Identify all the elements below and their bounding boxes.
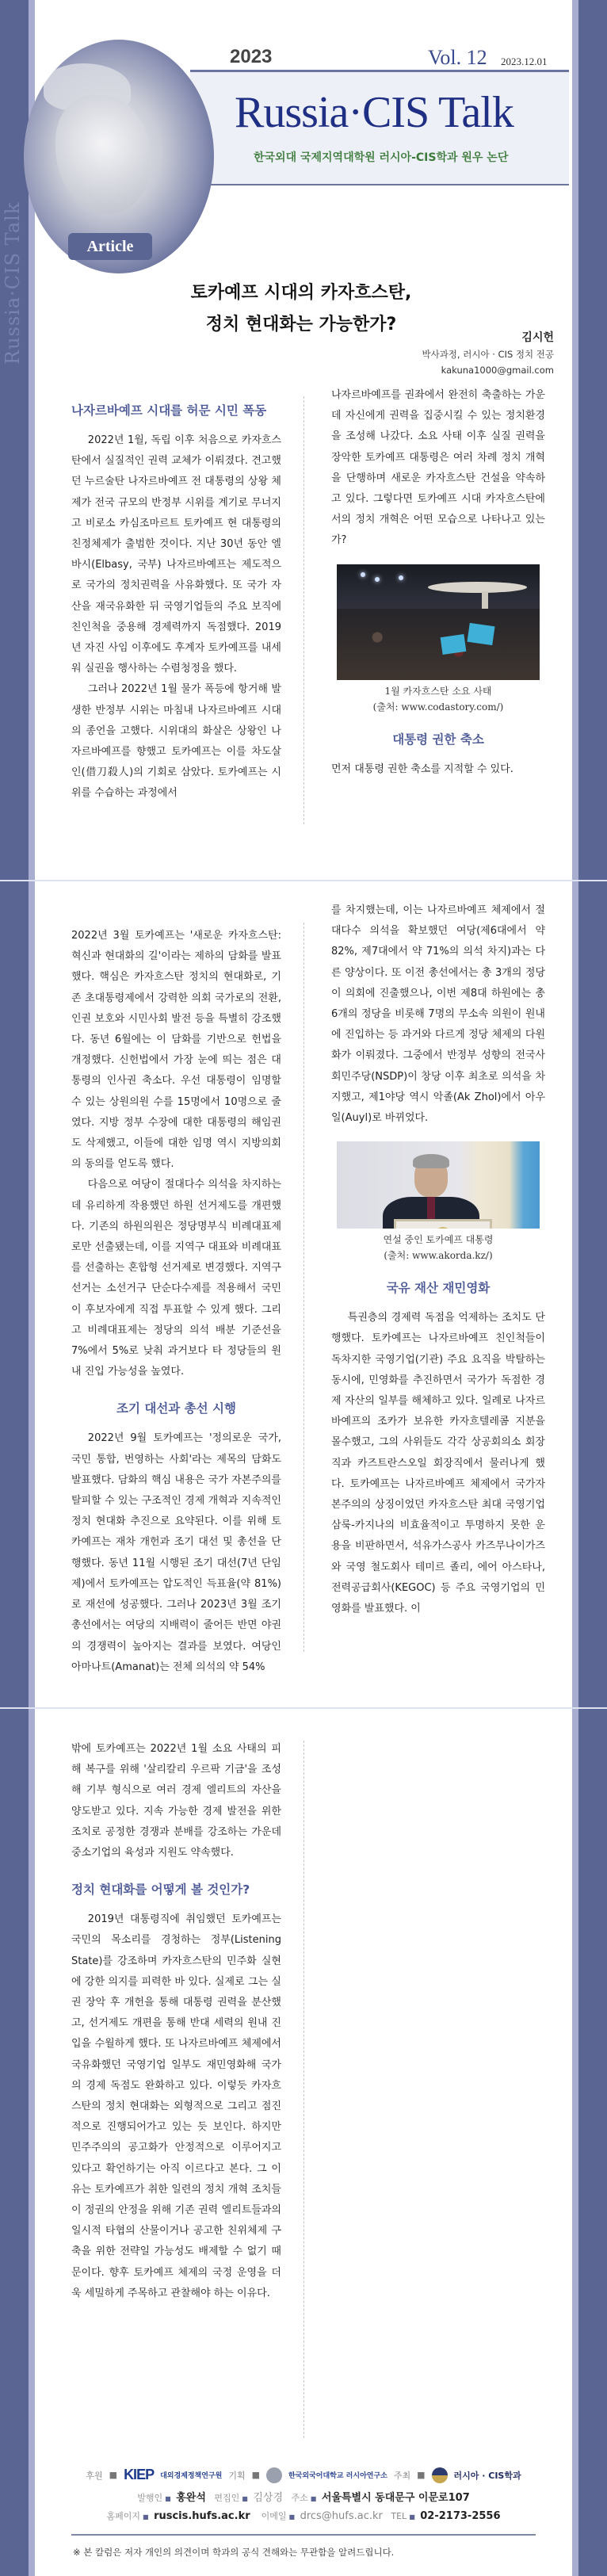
photo-caption: 연설 중인 토카예프 대통령 <box>383 1234 494 1246</box>
bullet-icon: ■ <box>251 2470 260 2480</box>
editor-name: 김상경 <box>253 2492 284 2504</box>
paragraph: 밖에 토카예프는 2022년 1월 소요 사태의 피해 복구를 위해 '살리칼리 우르팍 기금'을 조성해 기부 형식으로 여러 경제 엘리트의 자산을 양도받고 있다. 지속 가능한 경제 발전을 위한 조치로 공정한 경쟁과 분배를 강조하는 가운데 중소기업의 육성과 지원도 약속했다. <box>71 1743 281 1859</box>
homepage-label: 홈페이지 <box>106 2511 140 2521</box>
publisher-line: 발행인 ■ 홍완석 편집인 ■ 김상경 주소 ■ 서울특별시 동대문구 이문로107 <box>137 2492 470 2504</box>
paragraph: 그러나 2022년 1월 물가 폭등에 항거해 발생한 반정부 시위는 마침내 나자르바예프 시대의 종언을 고했다. 시위대의 화살은 상왕인 나자르바예프를 향했고 토카예프는 이를 차도살인(借刀殺人)의 기회로 삼았다. 토카예프는 시위를 수습하는 과정에서 <box>71 683 281 800</box>
section-heading: 정치 현대화를 어떻게 볼 것인가? <box>71 1882 250 1898</box>
paragraph: 특권층의 경제력 독점을 억제하는 조치도 단행했다. 토카예프는 나자르바예프 친인척들이 독차지한 국영기업(기관) 주요 요직을 박탈하는 동시에, 민영화를 추진하면서 국가가 독점한 경제 자산의 일부를 해체하고 있다. 일례로 나자르바예프의 조카가 보유한 카자흐텔레콤 지분을 몰수했고, 그의 사위들도 각각 상공회의소 회장직과 카즈트란스오일 회장직에서 물러나게 했다. 토카예프는 나자르바예프 체제에서 국가자본주의의 상징이었던 카자흐스탄 최대 국영기업 삼룩-카지나의 비효율적이고 투명하지 못한 운용을 비판하면서, 석유가스공사 카즈무나이가즈와 국영 철도회사 테미르 졸리, 에어 아스타나, 전력공급회사(KEGOC) 등 주요 국영기업의 민영화를 발표했다. 이 <box>331 1312 545 1615</box>
paragraph: 다음으로 여당이 절대다수 의석을 차지하는 데 유리하게 작용했던 하원 선거제도를 개편했다. 기존의 하원의원은 정당명부식 비례대표제로만 선출됐는데, 이를 지역구 대표와 비례대표를 선출하는 혼합형 선거제로 변경했다. 지역구 선거는 소선거구 단순다수제를 적용해서 국민이 후보자에게 직접 투표할 수 있게 했다. 그리고 비례대표제는 정당의 의석 배분 기준선을 7%에서 5%로 낮춰 과거보다 타 정당들의 원내 진입 가능성을 높였다. <box>71 1179 281 1378</box>
author-affiliation: 박사과정, 러시아 · CIS 정치 전공 <box>422 349 554 360</box>
publisher-label: 발행인 <box>137 2493 163 2503</box>
footer-divider <box>71 2534 536 2536</box>
planner-label: 기획 <box>228 2470 246 2481</box>
disclaimer: ※ 본 칼럼은 저자 개인의 의견이며 학과의 공식 견해와는 무관함을 알려드립니다. <box>73 2547 395 2558</box>
photo-caption: 1월 카자흐스탄 소요 사태 <box>384 685 492 697</box>
paragraph: 를 차지했는데, 이는 나자르바예프 체제에서 절대다수 의석을 확보했던 여당(제6대에서 약 82%, 제7대에서 약 71%의 의석 차지)과는 다른 양상이다. 또 이전 총선에서는 총 3개의 정당이 의회에 진출했으나, 이번 제8대 하원에는 총 6개의 정당을 비롯해 7명의 무소속 의원이 원내에 진입하는 등 과거와 다르게 정당 체제의 다원화가 이뤄졌다. 그중에서 반정부 성향의 전국사회민주당(NSDP)이 창당 이후 최초로 의석을 차지했고, 제1야당 역시 악졸(Ak Zhol)에서 아우일(Auyl)로 바뀌었다. <box>331 904 545 1125</box>
issue-year: 2023 <box>230 46 273 67</box>
sponsor-label: 후원 <box>86 2470 103 2481</box>
contact-line: 홈페이지 ■ ruscis.hufs.ac.kr 이메일 ■ drcs@hufs.ac.kr TEL ■ 02-2173-2556 <box>106 2510 501 2522</box>
bullet-icon: ■ <box>417 2470 426 2480</box>
issue-date: 2023.12.01 <box>501 55 548 67</box>
president-photo <box>337 1141 540 1229</box>
host-label: 주최 <box>393 2470 411 2481</box>
homepage-link[interactable]: ruscis.hufs.ac.kr <box>154 2510 250 2522</box>
photo-source: (출처: www.codastory.com/) <box>372 701 504 713</box>
paragraph: 2019년 대통령직에 취임했던 토카예프는 국민의 목소리를 경청하는 정부(Listening State)를 강조하며 카자흐스탄의 민주화 실현에 강한 의지를 피력한 바 있다. 실제로 그는 실권 장악 후 개헌을 통해 대통령 권력을 분산했고, 선거제도 개편을 통해 반대 세력의 원내 진입을 수월하게 했다. 또 나자르바예프 체제에서 국유화했던 국영기업 일부도 재민영화해 국가의 경제 독점도 완화하고 있다. 이렇듯 카자흐스탄의 정치 현대화는 외형적으로 그리고 점진적으로 진행되어가고 있는 듯 보인다. 하지만 민주주의의 공고화가 안정적으로 이루어지고 있다고 확언하기는 아직 이르다고 본다. 그 이유는 토카예프가 취한 일련의 정치 개혁 조치들이 정권의 안정을 위해 기존 권력 엘리트들과의 일시적 타협의 산물이거나 공고한 친위체제 구축을 위한 전략일 가능성도 배제할 수 없기 때문이다. 향후 토카예프 체제의 국정 운영을 더욱 세밀하게 주목하고 관찰해야 하는 이유다. <box>71 1913 281 2299</box>
host-org: 러시아 · CIS학과 <box>453 2470 521 2481</box>
email-link[interactable]: drcs@hufs.ac.kr <box>300 2510 383 2522</box>
author-name: 김시헌 <box>521 331 554 344</box>
paragraph: 나자르바예프를 권좌에서 완전히 축출하는 가운데 자신에게 권력을 집중시킬 수 있는 정치환경을 조성해 나갔다. 소요 사태 이후 실질 권력을 장악한 토카예프 대통령은 여러 차례 정치 개혁을 단행하며 새로운 카자흐스탄 건설을 약속하고 있다. 그렇다면 토카예프 시대 카자흐스탄에서의 정치 개혁은 어떤 모습으로 나타나고 있는가? <box>331 389 545 547</box>
column-left <box>71 1739 281 2304</box>
paragraph: 2022년 1월, 독립 이후 처음으로 카자흐스탄에서 실질적인 권력 교체가 이뤄졌다. 견고했던 누르술탄 나자르바예프 전 대통령의 상왕 체제가 전국 규모의 반정부 시위를 계기로 무너지고 비로소 카심조마르트 토카예프 현 대통령의 친정체제가 출범한 것이다. 지난 30년 동안 엘바시(Elbasy, 국부) 나자르바예프는 제도적으로 국가의 정치권력을 사유화했다. 또 국가 자산을 재국유화한 뒤 국영기업들의 주요 보직에 친인척을 중용해 경제력까지 독점했다. 2019년 자진 사임 이후에도 후계자 토카예프를 내세워 실권을 행사하는 수렴청정을 했다. <box>71 434 281 675</box>
page-sheet-1 <box>0 0 607 880</box>
paragraph: 2022년 9월 토카예프는 '정의로운 국가, 국민 통합, 번영하는 사회'라는 제목의 담화도 발표했다. 담화의 핵심 내용은 국가 자본주의를 탈피할 수 있는 구조적인 경제 개혁과 지속적인 정치 현대화 추진으로 요약된다. 이를 위해 토카예프는 재차 개헌과 조기 대선 및 총선을 단행했다. 동년 11월 시행된 조기 대선(7년 단임제)에서 토카예프는 압도적인 득표율(약 81%)로 재선에 성공했다. 그러나 2023년 3월 조기 총선에서는 여당의 지배력이 줄어든 반면 야권의 경쟁력이 높아지는 결과를 보였다. 여당인 아마나트(Amanat)는 전체 의석의 약 54% <box>71 1432 281 1673</box>
issue-volume: Vol. 12 <box>428 46 487 69</box>
paragraph: 먼저 대통령 권한 축소를 지적할 수 있다. <box>331 762 513 775</box>
page-sheet-3 <box>0 1709 607 2576</box>
column-right <box>331 900 545 1619</box>
section-heading: 나자르바예프 시대를 허문 시민 폭동 <box>71 403 267 418</box>
tel-number: 02-2173-2556 <box>420 2510 501 2522</box>
headline-line-2: 정치 현대화는 가능한가? <box>205 315 397 334</box>
section-heading: 대통령 권한 축소 <box>392 732 484 747</box>
email-label: 이메일 <box>261 2511 287 2521</box>
masthead-title: Russia·CIS Talk <box>235 88 513 137</box>
protest-photo <box>337 564 540 680</box>
author-email[interactable]: kakuna1000@gmail.com <box>441 365 554 376</box>
section-heading: 국유 재산 재민영화 <box>386 1281 491 1296</box>
address-label: 주소 <box>291 2493 308 2503</box>
section-heading: 조기 대선과 총선 시행 <box>116 1401 236 1416</box>
department-logo-icon <box>432 2467 448 2483</box>
address: 서울특별시 동대문구 이문로107 <box>321 2492 470 2504</box>
publisher-name: 홍완석 <box>176 2492 206 2504</box>
author-block <box>422 329 554 378</box>
photo-source: (출처: www.akorda.kz/) <box>384 1250 493 1262</box>
column-left <box>71 926 281 1678</box>
institute-emblem-icon <box>266 2467 282 2483</box>
side-title: Russia·CIS Talk <box>2 201 24 365</box>
kiep-logo: KIEP <box>124 2467 155 2482</box>
editor-label: 편집인 <box>214 2493 240 2503</box>
category-tag: Article <box>68 233 152 260</box>
page-sheet-2 <box>0 881 607 1707</box>
headline-line-1: 토카예프 시대의 카자흐스탄, <box>190 283 412 303</box>
sponsor-org: 대외경제정책연구원 <box>160 2472 223 2480</box>
bullet-icon: ■ <box>109 2470 118 2480</box>
masthead-subtitle: 한국외대 국제지역대학원 러시아-CIS학과 원우 논단 <box>254 151 509 164</box>
paragraph: 2022년 3월 토카예프는 '새로운 카자흐스탄: 혁신과 현대화의 길'이라는 제하의 담화를 발표했다. 핵심은 카자흐스탄 정치의 현대화로, 기존 초대통령제에서 강력한 의회 국가로의 전환, 인권 보호와 시민사회 발전 등을 특별히 강조했다. 동년 6월에는 이 담화를 기반으로 헌법을 개정했다. 신헌법에서 가장 눈에 띄는 점은 대통령의 인사권 축소다. 우선 대통령이 임명할 수 있는 상원의원 수를 15명에서 10명으로 줄였다. 지방 정부 수장에 대한 대통령의 해임권도 삭제했고, 이들에 대한 임명 역시 지방의회의 동의를 얻도록 했다. <box>71 930 281 1171</box>
column-left <box>71 400 281 805</box>
sponsor-row <box>79 2467 528 2483</box>
column-right <box>331 385 545 780</box>
planner-org: 한국외국어대학교 러시아연구소 <box>288 2472 387 2480</box>
tel-label: TEL <box>391 2511 407 2521</box>
